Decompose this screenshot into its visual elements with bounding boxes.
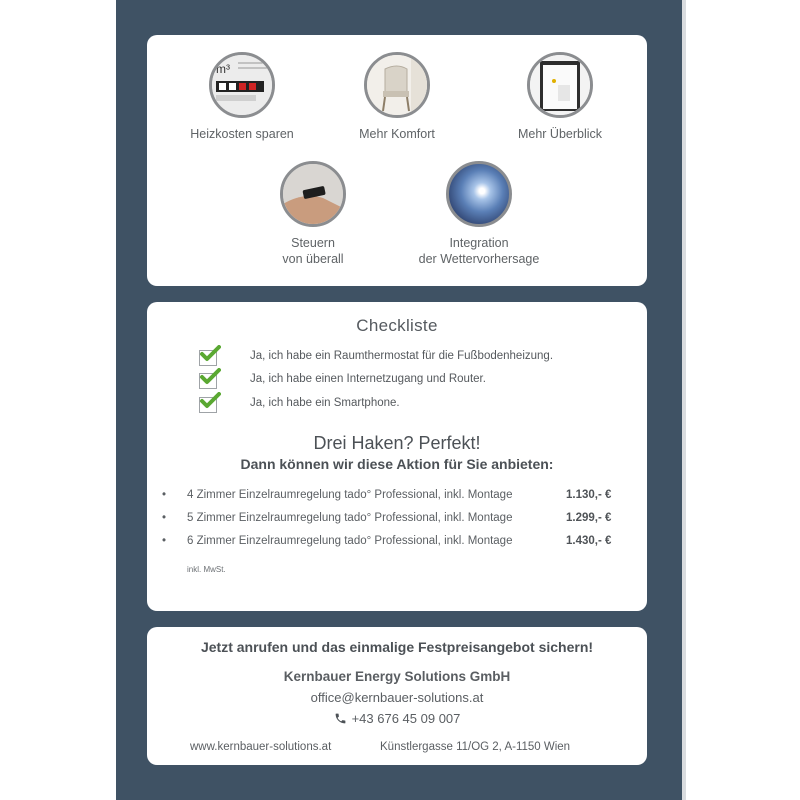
email-link[interactable]: office@kernbauer-solutions.at (310, 690, 484, 705)
checklist-card (147, 302, 647, 611)
checklist-item-text: Ja, ich habe einen Internetzugang und Router. (250, 373, 486, 385)
phone-icon (334, 712, 347, 728)
offer-price: 1.130,- € (566, 489, 612, 501)
thermostat-device-icon (527, 52, 593, 118)
offer-item (162, 535, 632, 551)
benefit-label: Heizkosten sparen (190, 127, 294, 141)
svg-text:m³: m³ (216, 62, 230, 76)
benefit-weather-integration (404, 161, 554, 267)
weather-sky-icon (446, 161, 512, 227)
offer-item (162, 512, 632, 528)
website-link[interactable]: www.kernbauer-solutions.at (190, 741, 332, 753)
flyer-page (116, 0, 682, 800)
page-edge (682, 0, 686, 800)
bullet: • (162, 512, 167, 524)
checklist-item-text: Ja, ich habe ein Smartphone. (250, 397, 400, 409)
bullet: • (162, 489, 167, 501)
benefit-label: Steuern von überall (282, 236, 344, 266)
checkmark-icon (199, 368, 221, 386)
call-to-action: Jetzt anrufen und das einmalige Festpreisangebot sichern! (200, 639, 594, 655)
checklist-title: Checkliste (356, 316, 438, 335)
checkbox[interactable] (199, 350, 217, 366)
offer-description: 6 Zimmer Einzelraumregelung tado° Professional, inkl. Montage (187, 535, 513, 547)
address: Künstlergasse 11/OG 2, A-1150 Wien (380, 741, 571, 753)
phone-line[interactable] (147, 711, 647, 728)
armchair-icon (364, 52, 430, 118)
benefit-comfort (322, 52, 472, 142)
heating-meter-icon (209, 52, 275, 118)
company-name: Kernbauer Energy Solutions GmbH (283, 669, 511, 684)
checkmark-icon (199, 392, 221, 410)
offer-price: 1.299,- € (566, 512, 612, 524)
vat-note: inkl. MwSt. (187, 565, 226, 574)
phone-number: +43 676 45 09 007 (351, 711, 461, 726)
contact-card (147, 627, 647, 765)
benefits-card (147, 35, 647, 286)
offer-price: 1.430,- € (566, 535, 612, 547)
benefit-label: Integration der Wettervorhersage (418, 236, 540, 266)
offer-subline: Dann können wir diese Aktion für Sie anbieten: (240, 456, 554, 472)
benefit-control-anywhere (238, 161, 388, 267)
checkbox[interactable] (199, 373, 217, 389)
offer-headline: Drei Haken? Perfekt! (313, 433, 481, 453)
offer-item (162, 489, 632, 505)
benefit-label: Mehr Überblick (517, 127, 603, 141)
benefit-overview (485, 52, 635, 142)
benefit-heating-costs (167, 52, 317, 142)
bullet: • (162, 535, 167, 547)
checkmark-icon (199, 345, 221, 363)
checkbox[interactable] (199, 397, 217, 413)
offer-description: 5 Zimmer Einzelraumregelung tado° Professional, inkl. Montage (187, 512, 513, 524)
offer-description: 4 Zimmer Einzelraumregelung tado° Professional, inkl. Montage (187, 489, 513, 501)
checklist-item-text: Ja, ich habe ein Raumthermostat für die Fußbodenheizung. (250, 350, 554, 362)
benefit-label: Mehr Komfort (359, 127, 435, 141)
smartphone-icon (280, 161, 346, 227)
